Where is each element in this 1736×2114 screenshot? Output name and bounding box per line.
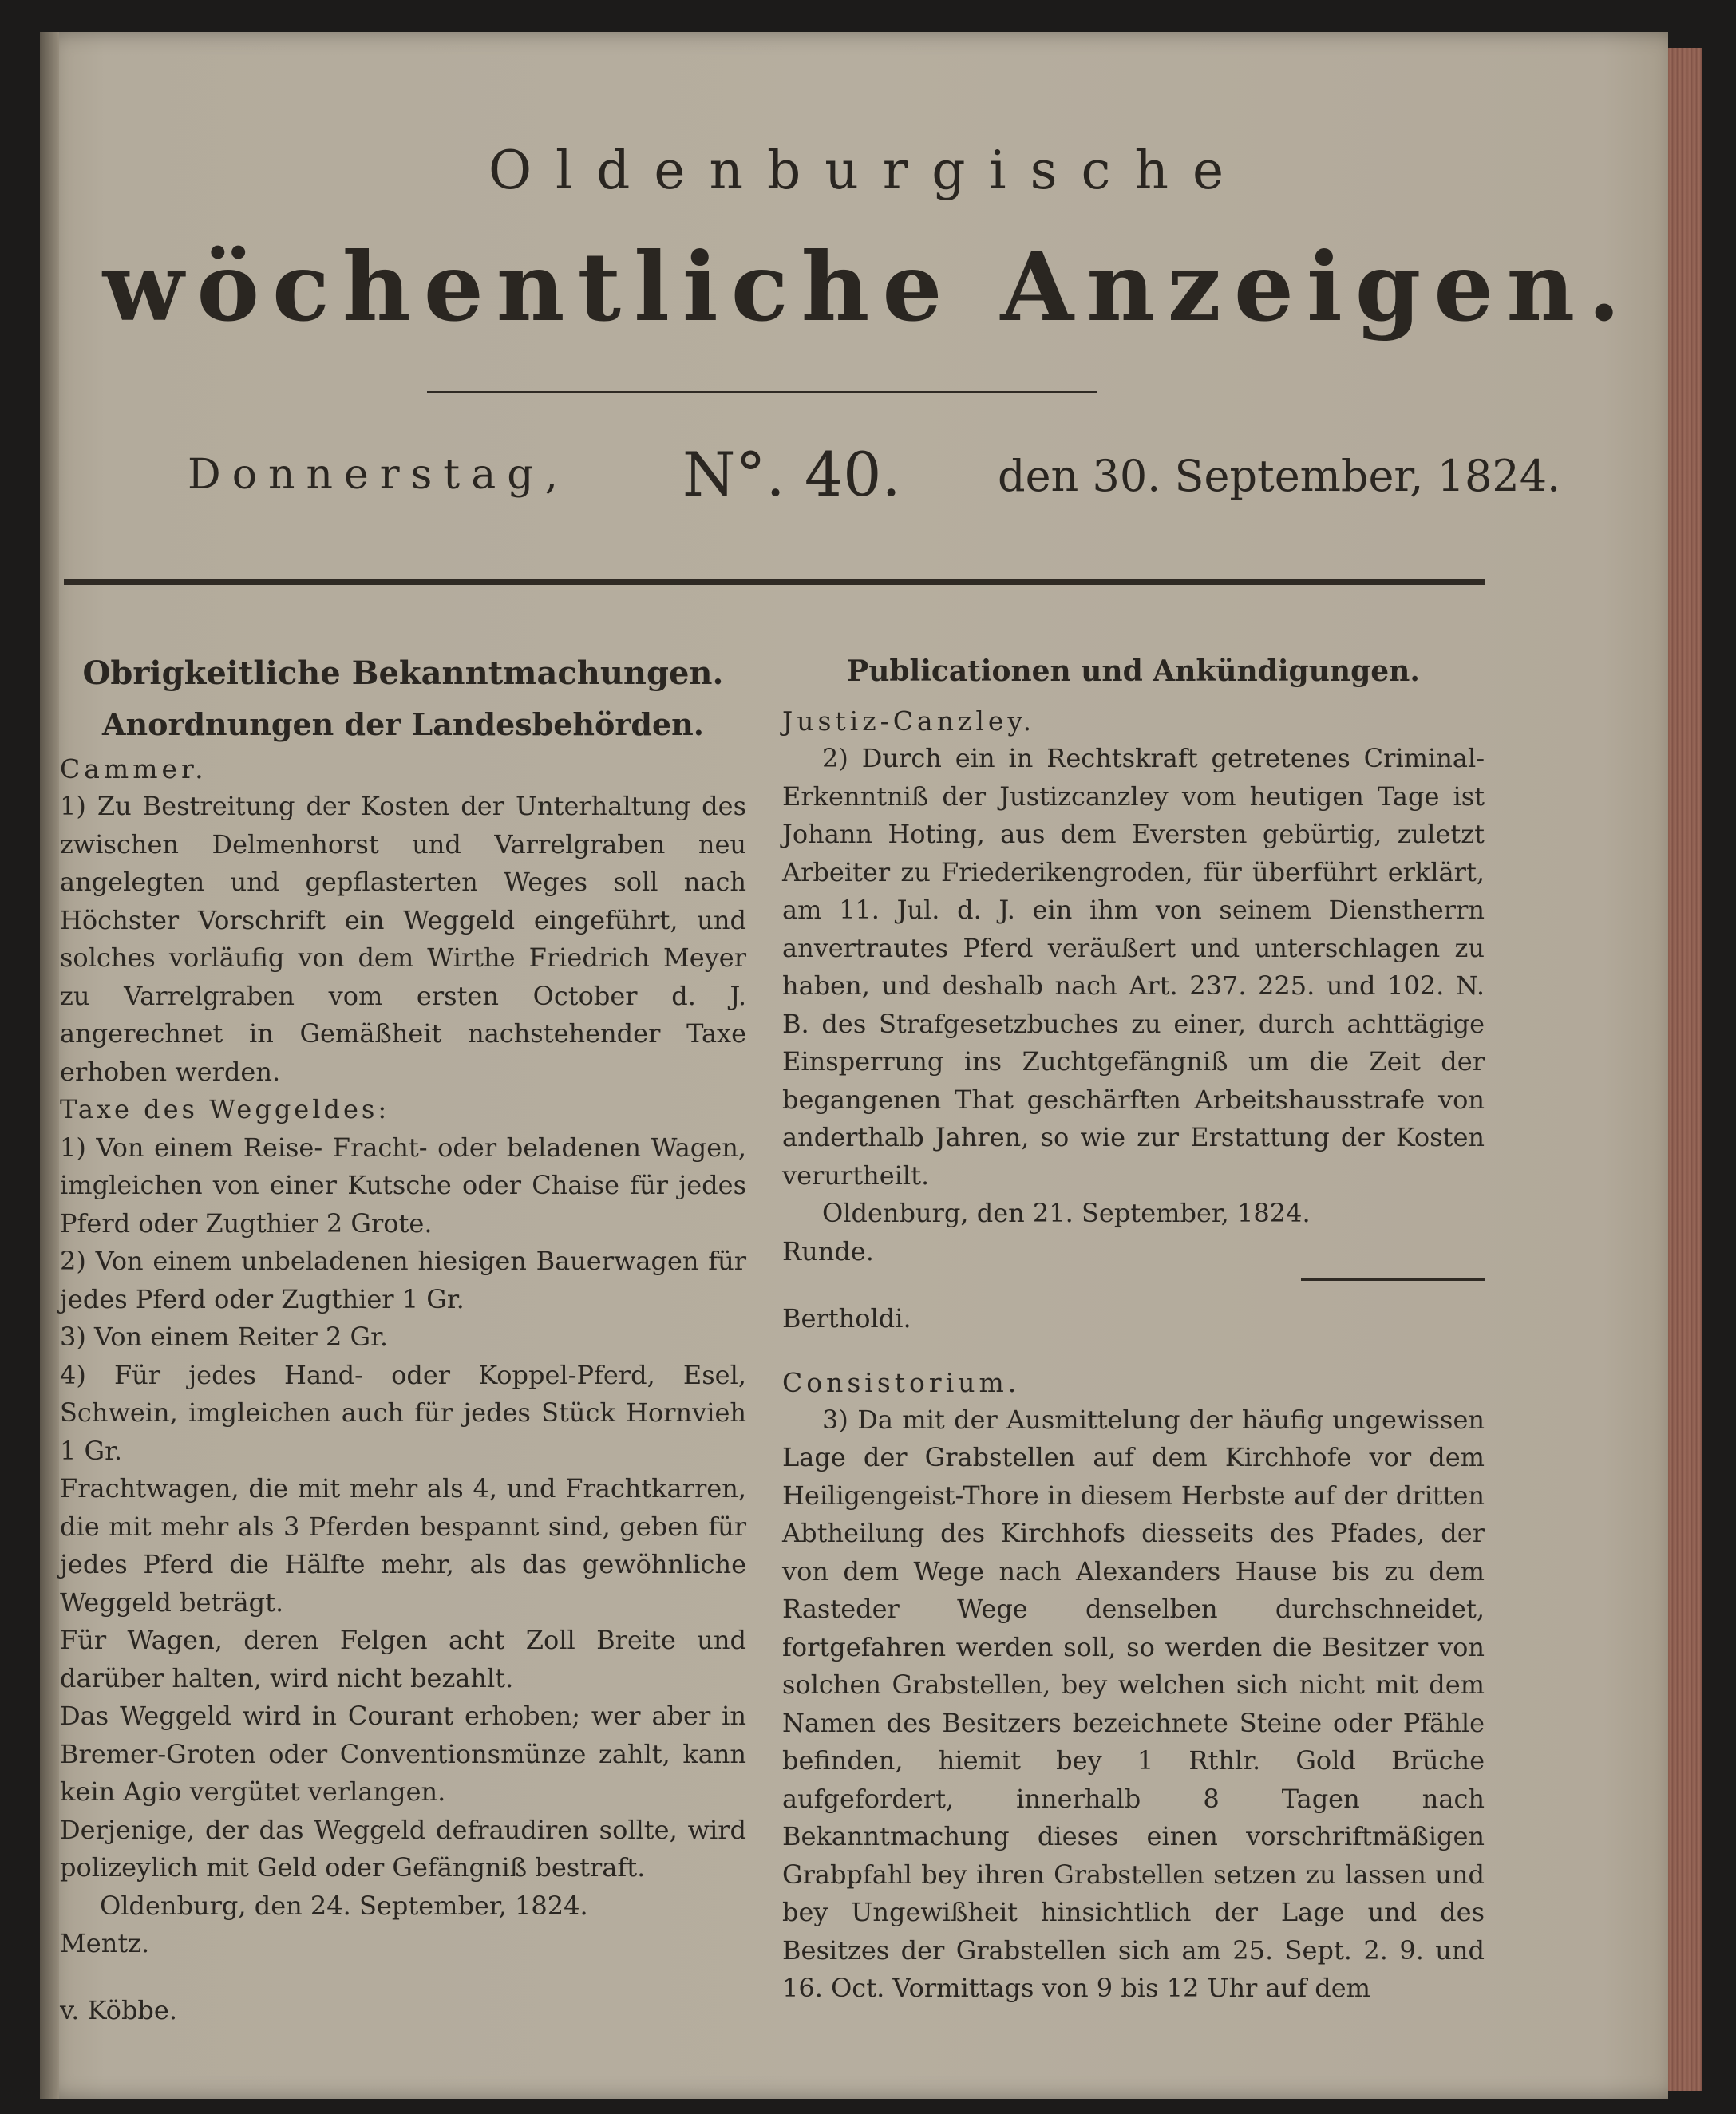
right-signature-1: Runde. [782,1235,874,1266]
masthead-rule [427,391,1097,393]
tariff-item: 3) Von einem Reiter 2 Gr. [60,1322,389,1352]
right-signature-2: Bertholdi. [782,1303,911,1334]
signature-spacer [60,1963,746,1992]
section-justiz-canzley: Justiz-Canzley. [782,705,1036,737]
left-heading: Obrigkeitliche Bekanntmachungen. [82,654,724,692]
dateline-issue: N°. 40. [682,439,901,510]
right-heading: Publicationen und Ankündigungen. [847,654,1420,688]
tariff-item: 2) Von einem unbeladenen hiesigen Bauerwagen für jedes Pferd oder Zugthier 1 Gr. [60,1246,746,1314]
page-edges [1668,48,1702,2091]
item-3: 3) Da mit der Ausmittelung der häufig ungewissen Lage der Grabstellen auf dem Kirchhofe vor dem Heiligengeist-Thore in diesem Herbste auf der dritten Abtheilung des Kirchhofs diesseits des Pfades, der von dem Wege nach Alexanders Hause bis zu dem Rasteder Wege denselben durchschneidet, fortgefahren werden soll, so werden die Besitzer von solchen Grabstellen, bey welchen sich nicht mit dem Namen des Besitzers bezeichnete Steine oder Pfähle befinden, hiemit bey 1 Rthlr. Gold Brüche aufgefordert, innerhalb 8 Tagen nach Bekanntmachung dieses einen vorschriftmäßigen Grabpfahl bey ihren Grabstellen setzen zu lassen und bey Ungewißheit hinsichtlich der Lage und des Besitzes der Grabstellen sich am 25. Sept. 2. 9. und 16. Oct. Vormittags von 9 bis 12 Uhr auf dem [782,1404,1485,2003]
left-subheading: Anordnungen der Landesbehörden. [102,706,704,742]
left-signature-2: v. Köbbe. [60,1994,178,2025]
tariff-item: 4) Für jedes Hand- oder Koppel-Pferd, Esel, Schwein, imgleichen auch für jedes Stück Hornvieh 1 Gr. [60,1359,746,1466]
right-place-date: Oldenburg, den 21. September, 1824. [822,1198,1311,1228]
section-spacer [782,1338,1485,1367]
dateline-date: den 30. September, 1824. [998,451,1561,501]
section-consistorium: Consistorium. [782,1366,1021,1398]
rule-paragraph: Frachtwagen, die mit mehr als 4, und Frachtkarren, die mit mehr als 3 Pferden bespannt sind, geben für jedes Pferd die Hälfte mehr, als das gewöhnliche Weggeld beträgt. [60,1473,746,1618]
tariff-item: 1) Von einem Reise- Fracht- oder beladenen Wagen, imgleichen von einer Kutsche oder Chaise für jedes Pferd oder Zugthier 2 Grote. [60,1132,746,1239]
dateline-day: Donnerstag, [188,451,570,499]
masthead-line2: wöchentliche Anzeigen. [102,231,1634,342]
rule-paragraph: Derjenige, der das Weggeld defraudiren sollte, wird polizeylich mit Geld oder Gefängniß bestraft. [60,1814,746,1883]
right-column [782,654,1485,2008]
left-place-date: Oldenburg, den 24. September, 1824. [100,1890,588,1921]
left-signature-1: Mentz. [60,1928,150,1958]
section-cammer: Cammer. [60,753,208,784]
left-column [60,654,746,2029]
signature-rule [1301,1278,1485,1281]
masthead-line1: Oldenburgische [488,140,1248,201]
header-rule [64,579,1485,585]
item-2: 2) Durch ein in Rechtskraft getretenes Criminal-Erkenntniß der Justizcanzley vom heutigen Tage ist Johann Hoting, aus dem Eversten gebürtig, zuletzt Arbeiter zu Friederikengroden, für überführt erklärt, am 11. Jul. d. J. ein ihm von seinem Dienstherrn anvertrautes Pferd veräußert und unterschlagen zu haben, und deshalb nach Art. 237. 225. und 102. N. B. des Strafgesetzbuches zu einer, durch achttägige Einsperrung ins Zuchtgefängniß um die Zeit der begangenen That geschärften Arbeitshausstrafe von anderthalb Jahren, so wie zur Erstattung der Kosten verurtheilt. [782,743,1485,1191]
rule-paragraph: Das Weggeld wird in Courant erhoben; wer aber in Bremer-Groten oder Conventionsmünze zahlt, kann kein Agio vergütet verlangen. [60,1701,746,1807]
rule-paragraph: Für Wagen, deren Felgen acht Zoll Breite und darüber halten, wird nicht bezahlt. [60,1625,746,1693]
tariff-title: Taxe des Weggeldes: [60,1094,390,1124]
cammer-intro: 1) Zu Bestreitung der Kosten der Unterhaltung des zwischen Delmenhorst und Varrelgraben neu angelegten und gepflasterten Weges soll nach Höchster Vorschrift ein Weggeld eingeführt, und solches vorläufig von dem Wirthe Friedrich Meyer zu Varrelgraben vom ersten October d. J. angerechnet in Gemäßheit nachstehender Taxe erhoben werden. [60,791,746,1087]
